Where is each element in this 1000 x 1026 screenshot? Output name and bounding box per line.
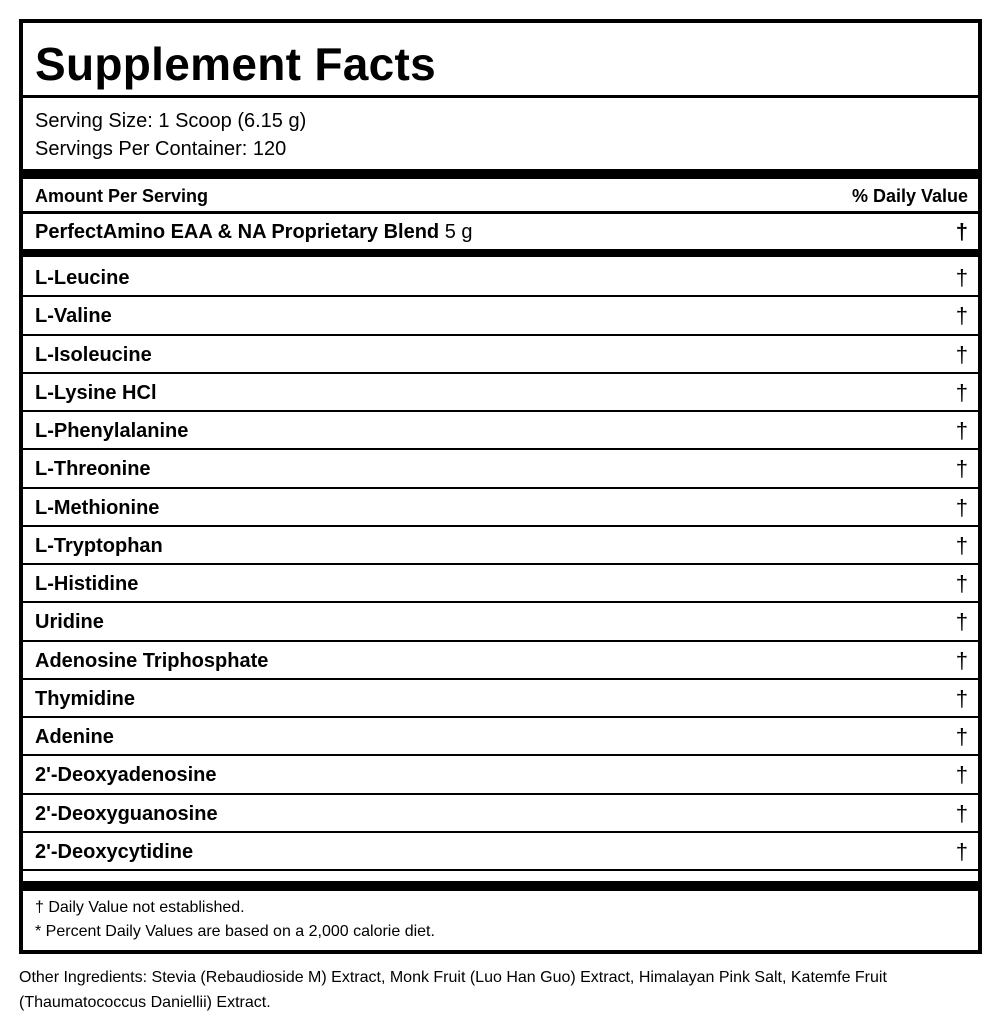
ingredient-name: L-Tryptophan <box>35 534 163 557</box>
ingredient-name: Uridine <box>35 611 104 634</box>
panel-title: Supplement Facts <box>35 38 436 90</box>
ingredient-name: 2'-Deoxyguanosine <box>35 802 218 825</box>
blend-amount: 5 g <box>439 221 473 243</box>
ingredient-daily-value: † <box>955 762 968 788</box>
ingredient-daily-value: † <box>955 303 968 329</box>
ingredient-daily-value: † <box>955 265 968 290</box>
amount-per-serving-header: Amount Per Serving <box>35 186 209 206</box>
servings-per-container: Servings Per Container: 120 <box>35 138 287 160</box>
footnote-dagger: † Daily Value not established. <box>35 899 245 916</box>
daily-value-header: % Daily Value <box>851 186 968 206</box>
ingredient-name: 2'-Deoxyadenosine <box>35 764 217 787</box>
ingredient-daily-value: † <box>955 724 968 749</box>
ingredient-row <box>23 642 978 680</box>
ingredient-daily-value: † <box>955 418 968 443</box>
divider <box>23 211 978 214</box>
blend-name: PerfectAmino EAA & NA Proprietary Blend <box>35 221 440 243</box>
ingredient-daily-value: † <box>955 379 968 405</box>
ingredient-daily-value: † <box>955 685 968 711</box>
ingredient-row <box>23 795 978 833</box>
ingredient-daily-value: † <box>955 800 968 826</box>
ingredient-daily-value: † <box>955 838 968 864</box>
ingredient-row <box>23 259 978 297</box>
ingredient-row <box>23 565 978 603</box>
ingredient-list <box>23 259 978 871</box>
ingredient-name: L-Threonine <box>35 458 151 481</box>
ingredient-row <box>23 374 978 412</box>
thick-divider <box>23 249 978 257</box>
serving-size: Serving Size: 1 Scoop (6.15 g) <box>35 110 307 132</box>
ingredient-name: L-Lysine HCl <box>35 381 157 404</box>
ingredient-name: 2'-Deoxycytidine <box>35 840 194 863</box>
ingredient-name: L-Histidine <box>35 573 139 595</box>
divider <box>23 95 978 98</box>
ingredient-name: L-Isoleucine <box>35 343 152 366</box>
ingredient-name: Thymidine <box>35 687 136 710</box>
ingredient-name: L-Leucine <box>35 267 130 289</box>
ingredient-row <box>23 412 978 450</box>
ingredient-name: L-Valine <box>35 305 112 328</box>
ingredient-row <box>23 603 978 641</box>
ingredient-row <box>23 450 978 488</box>
blend-daily-value: † <box>955 219 968 244</box>
ingredient-row <box>23 833 978 871</box>
ingredient-daily-value: † <box>955 341 968 367</box>
ingredient-row <box>23 756 978 794</box>
ingredient-name: Adenine <box>35 726 114 748</box>
ingredient-daily-value: † <box>955 571 968 596</box>
other-ingredients: Other Ingredients: Stevia (Rebaudioside M) Extract, Monk Fruit (Luo Han Guo) Extract, Himalayan Pink Salt, Katemfe Fruit (Thaumatococcus Daniellii) Extract. <box>19 969 887 1011</box>
ingredient-row <box>23 489 978 527</box>
ingredient-name: L-Methionine <box>35 496 160 519</box>
ingredient-daily-value: † <box>955 494 968 520</box>
supplement-facts-panel <box>19 19 982 954</box>
ingredient-row <box>23 527 978 565</box>
ingredient-row <box>23 336 978 374</box>
blend-row <box>35 219 473 245</box>
thick-divider <box>23 881 978 891</box>
footnote-percent: * Percent Daily Values are based on a 2,000 calorie diet. <box>35 923 435 940</box>
ingredient-daily-value: † <box>955 609 968 635</box>
ingredient-daily-value: † <box>955 647 968 673</box>
ingredient-daily-value: † <box>955 532 968 558</box>
ingredient-name: L-Phenylalanine <box>35 420 189 442</box>
ingredient-daily-value: † <box>955 456 968 482</box>
thick-divider <box>23 169 978 179</box>
ingredient-name: Adenosine Triphosphate <box>35 649 269 672</box>
ingredient-row <box>23 718 978 756</box>
ingredient-row <box>23 680 978 718</box>
ingredient-row <box>23 297 978 335</box>
